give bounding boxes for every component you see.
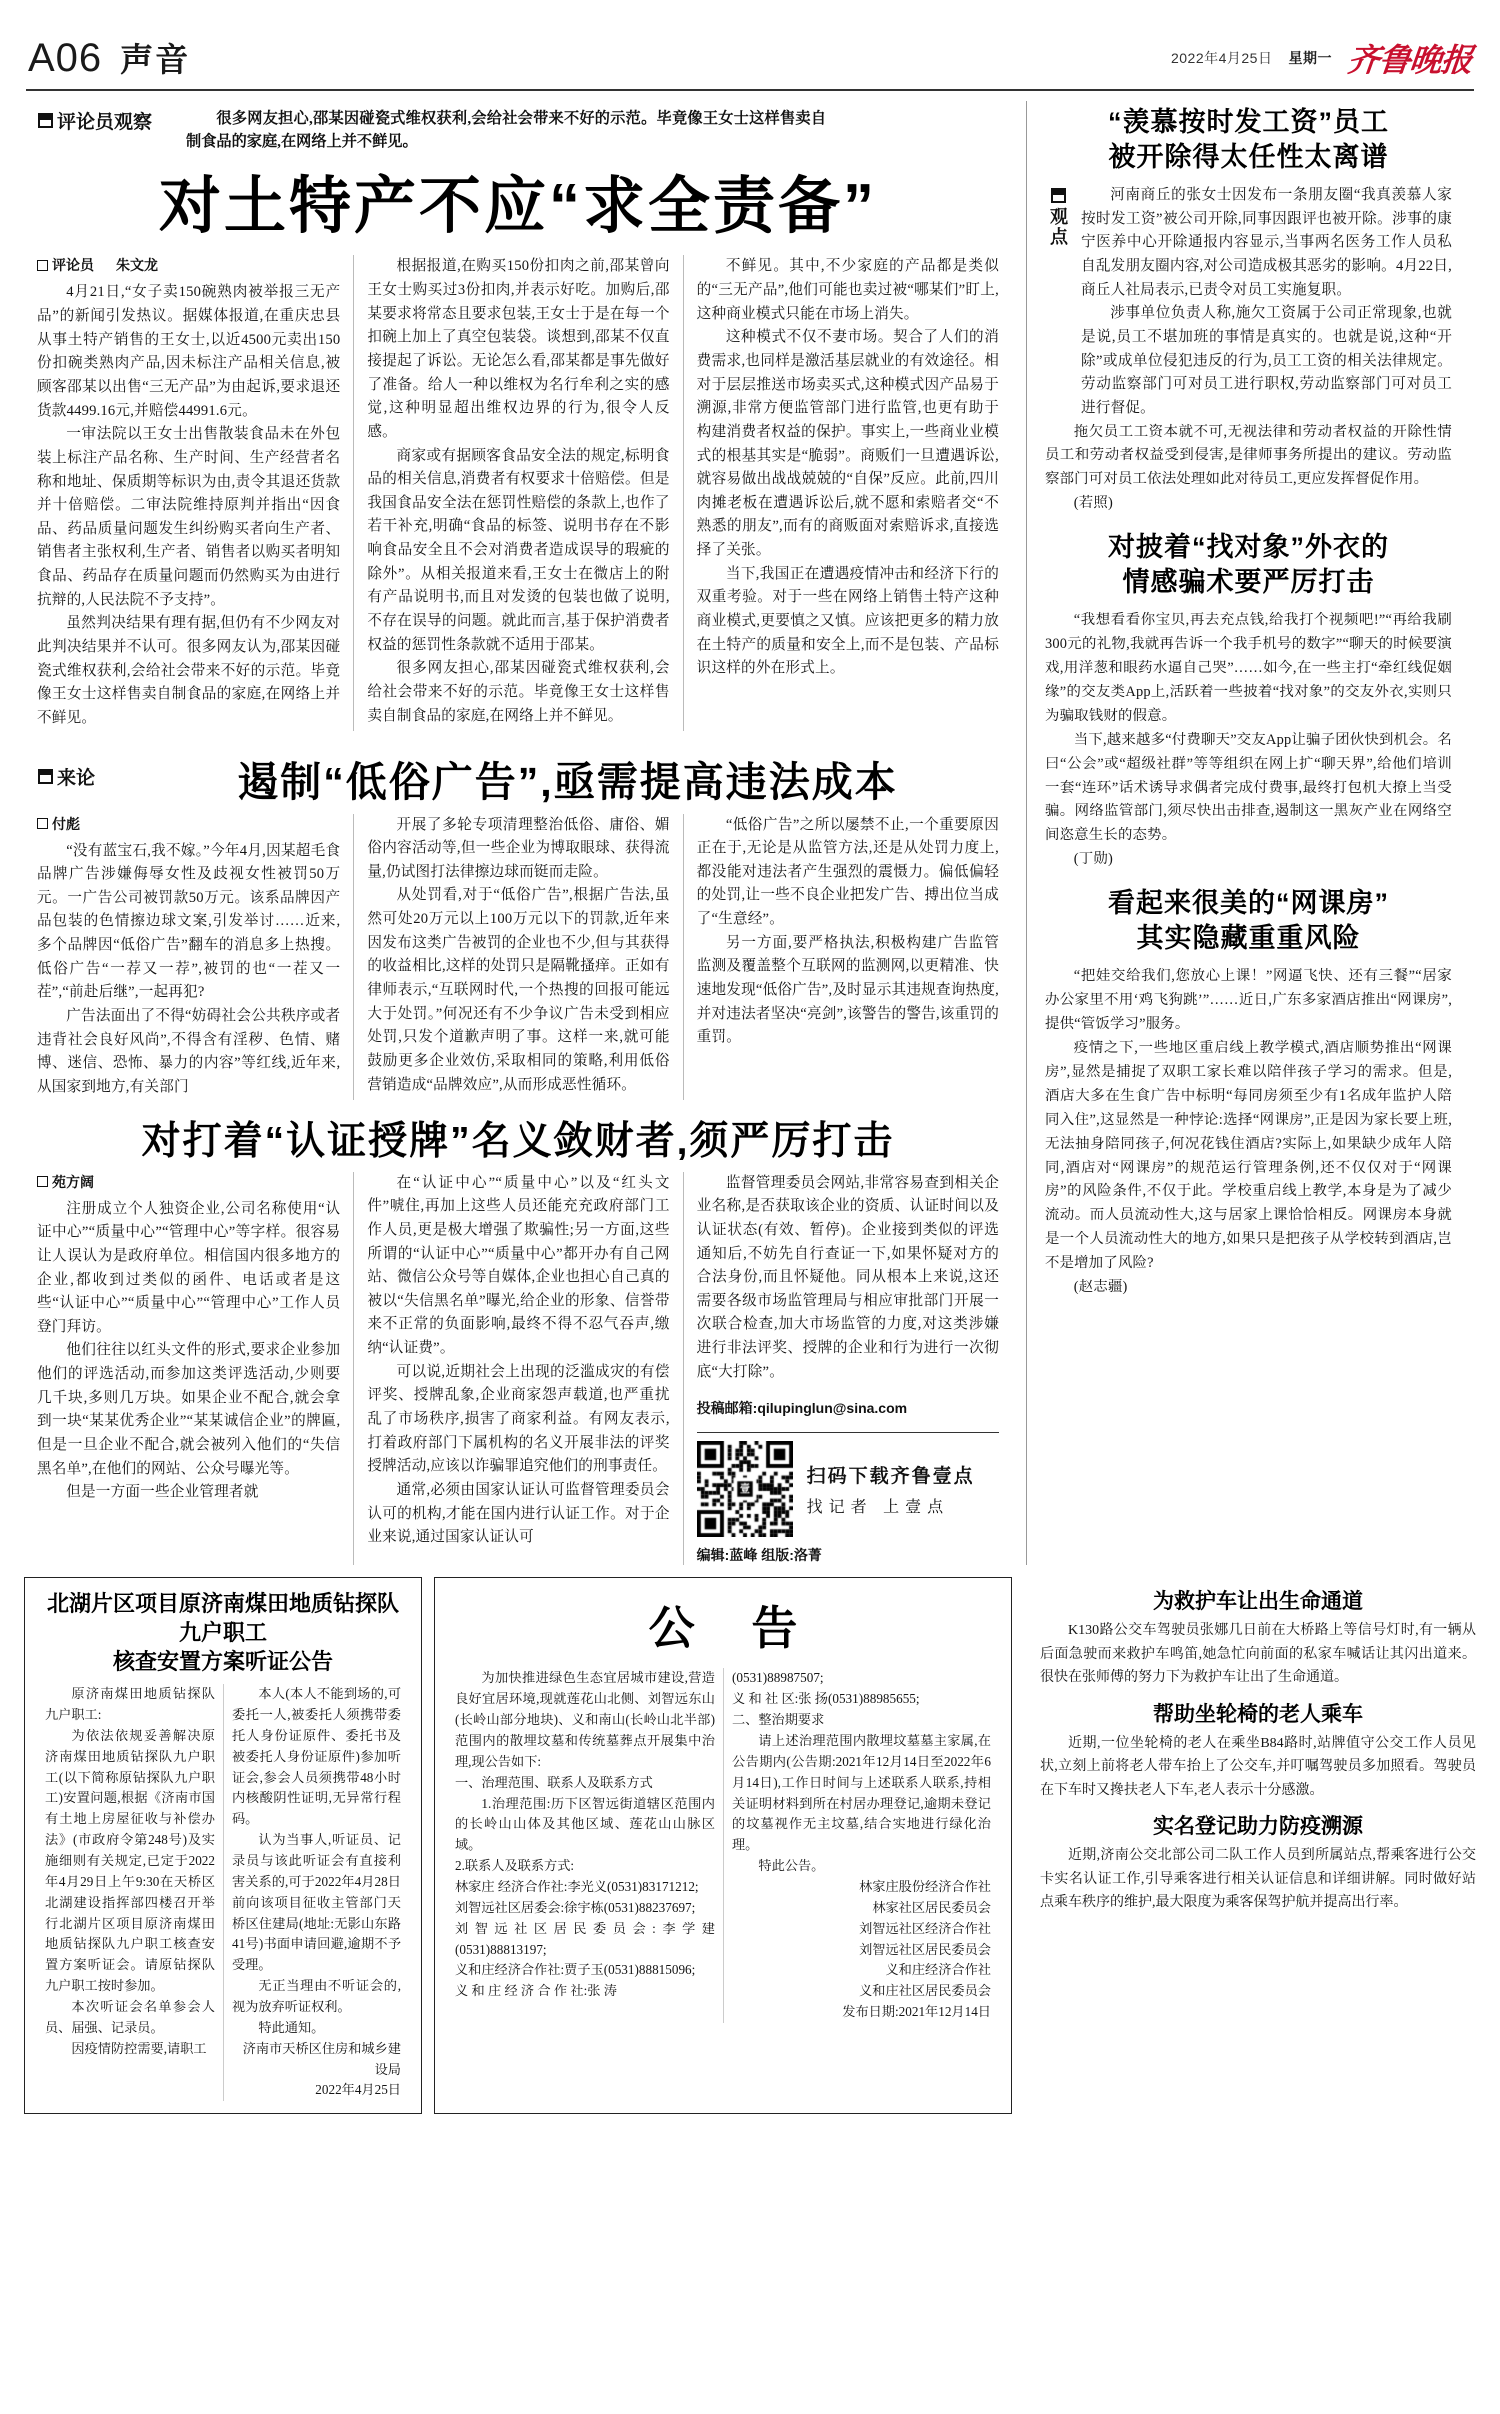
paragraph: 疫情之下,一些地区重启线上教学模式,酒店顺势推出“网课房”,显然是捕捉了双职工家长难以陪伴孩子学习的需求。但是,酒店大多在生食广告中标明“每同房须至少有1名成年监护人陪同入住”,这显然是一种悖论:选择“网课房”,正是因为家长要上班,无法抽身陪同孩子,何况花钱住酒店?实际上,如果缺少成年人陪同,酒店对“网课房”的规范运行管理条例,还不仅仅对于“网课房”的风险条件,不仅于此。学校重启线上教学,本身是为了减少流动。而人员流动性大,这与居家上课恰恰相反。网课房本身就是一个人员流动性大的地方,如果只是把孩子从学校转到酒店,岂不是增加了风险? — [1045, 1040, 1452, 1272]
paragraph: 当下,我国正在遭遇疫情冲击和经济下行的双重考验。对于一些在网络上销售土特产这种商业模式,更要慎之又慎。应该把更多的精力放在土特产的质量和安全上,而不是包装、产品标识这样的外在形式上。 — [696, 565, 1000, 677]
article2-col-2 — [353, 814, 682, 1100]
paragraph: 刘智远社区居委会:徐宇栋(0531)88237697; — [455, 1899, 696, 1915]
ad-b-signer: 林家社区居民委员会 — [872, 1899, 991, 1915]
paragraph: 很多网友担心,邵某因碰瓷式维权获利,会给社会带来不好的示范。毕竟像王女士这样售卖自制食品的家庭,在网络上并不鲜见。 — [367, 660, 670, 724]
paragraph: 他们往往以红头文件的形式,要求企业参加他们的评选活动,而参加这类评选活动,少则要几千块,多则几万块。如果企业不配合,就会拿到一块“某某优秀企业”“某某诚信企业”的牌匾,但是一旦企业不配合,就会被列入他们的“失信黑名单”,在他们的网站、公众号曝光等。 — [37, 1342, 341, 1477]
section-name: 声音 — [120, 41, 191, 78]
paragraph: 一、治理范围、联系人及联系方式 — [455, 1774, 653, 1790]
publication-date: 2022年4月25日 — [1170, 50, 1273, 66]
square-outline-icon — [37, 818, 48, 829]
paragraph: 因疫情防控需要,请职工 — [71, 2040, 207, 2056]
article3-columns — [24, 1172, 1012, 1566]
paragraph: 河南商丘的张女士因发布一条朋友圈“我真羡慕人家按时发工资”被公司开除,同事因跟评也被开除。涉事的康宁医养中心开除通报内容显示,当事两名医务工作人员私自乱发朋友圈内容,对公司造成极其恶劣的影响。4月22日,商丘人社局表示,已责令对员工实施复职。 — [1081, 187, 1452, 298]
paragraph: 但是一方面一些企业管理者就 — [66, 1484, 259, 1501]
article1-col-1 — [24, 255, 353, 730]
paragraph: “我想看看你宝贝,再去充点钱,给我打个视频吧!”“再给我刷300元的礼物,我就再告诉一个我手机号的数字”“聊天的时候要演戏,用洋葱和眼药水逼自己哭”……如今,在一些主打“牵红线促姻缘”的交友类App上,活跃着一些披着“找对象”的交友外衣,实则只为骗取钱财的假意。 — [1045, 612, 1452, 724]
paragraph: 为依法依规妥善解决原济南煤田地质钻探队九户职工(以下简称原钻探队九户职工)安置问题,根据《济南市国有土地上房屋征收与补偿办法》(市政府令第248号)及实施细则有关规定,已定于2022年4月29日上午9:30在天桥区北湖建设指挥部四楼召开举行北湖片区项目原济南煤田地质钻探队九户职工核查安置方案听证会。请原钻探队九户职工按时参加。 — [45, 1727, 215, 1994]
paragraph: 2.联系人及联系方式: — [455, 1858, 575, 1874]
section-tag-label: 来论 — [57, 767, 96, 789]
submission-block — [697, 1398, 999, 1565]
paragraph: “低俗广告”之所以屡禁不止,一个重要原因正在于,无论是从监管方法,还是从处罚力度上,都没能对违法者产生强烈的震慑力。偏低偏轻的处罚,让一些不良企业把发广告、搏出位当成了“生意经”。 — [696, 816, 1000, 928]
paragraph: 一审法院以王女士出售散装食品未在外包装上标注产品名称、生产时间、生产经营者名称和地址、保质期等标识为由,责令其退还货款并十倍赔偿。二审法院维持原判并指出“因食品、药品质量问题发生纠纷购买者向生产者、销售者主张权利,生产者、销售者以购买者明知食品、药品存在质量问题而仍然购买为由进行抗辩的,人民法院不予支持”。 — [37, 426, 341, 608]
qr-panel — [697, 1432, 999, 1537]
article1-col-3 — [683, 255, 1012, 730]
paragraph: 在“认证中心”“质量中心”以及“红头文件”唬住,再加上这些人员还能充充政府部门工作人员,更是极大增强了欺骗性;另一方面,这些所谓的“认证中心”“质量中心”都开办有自己网站、微信公众号等自媒体,企业也担心自己真的被以“失信黑名单”曝光,给企业的形象、信誉带来不正常的负面影响,最终不得不忍气吞声,缴纳“认证费”。 — [367, 1174, 670, 1357]
rail-article3-signature: (赵志疆) — [1073, 1279, 1128, 1296]
paragraph: 可以说,近期社会上出现的泛滥成灾的有偿评奖、授牌乱象,企业商家怨声载道,也严重扰乱了市场秩序,损害了商家利益。有网友表示,打着政府部门下属机构的名义开展非法的评奖授牌活动,应该以诈骗罪追究他们的刑事责任。 — [367, 1363, 670, 1475]
paragraph: 原济南煤田地质钻探队九户职工: — [45, 1686, 215, 1722]
square-bullet-icon — [1051, 188, 1066, 203]
ad-b-signer: 林家庄股份经济合作社 — [859, 1878, 991, 1894]
story3-text: 近期,济南公交北部公司二队工作人员到所属站点,帮乘客进行公交卡实名认证工作,引导乘客进行相关认证信息和详细讲解。同时做好站点乘车秩序的维护,最大限度为乘客保驾护航并提高出行率。 — [1040, 1848, 1476, 1911]
paragraph: 注册成立个人独资企业,公司名称使用“认证中心”“质量中心”“管理中心”等字样。很容易让人误认为是政府单位。相信国内很多地方的企业,都收到过类似的函件、电话或者是这些“认证中心”“质量中心”“管理中心”工作人员登门拜访。 — [37, 1200, 341, 1335]
paragraph: 林家庄 经济合作社:李光义(0531)83171212; — [455, 1878, 699, 1894]
top-content-area — [24, 101, 1476, 1565]
ad-public-notice — [434, 1577, 1012, 2114]
paragraph: 广告法面出了不得“妨碍社会公共秩序或者违背社会良好风尚”,不得含有淫秽、色情、赌博、迷信、恐怖、暴力的内容”等红线,近年来,从国家到地方,有关部门 — [37, 1008, 341, 1095]
page-number: A06 — [28, 36, 103, 80]
paragraph: 特此公告。 — [758, 1858, 825, 1874]
paragraph: 认为当事人,听证员、记录员与该此听证会有直接利害关系的,可于2022年4月28日前向该项目征收主管部门天桥区住建局(地址:无影山东路41号)书面申请回避,逾期不予受理。 — [232, 1832, 401, 1973]
bus-stories-column — [1024, 1577, 1476, 2114]
rail-article3-title-line1: 看起来很美的“网课房” — [1108, 888, 1389, 919]
square-bullet-icon — [38, 113, 53, 128]
ad-a-title-line1: 北湖片区项目原济南煤田地质钻探队九户职工 — [46, 1591, 399, 1645]
paragraph: 义 和 庄 经 济 合 作 社:张 涛 — [455, 1983, 617, 1999]
ad-b-col-1 — [447, 1668, 723, 2023]
rail-article2-title-line1: 对披着“找对象”外衣的 — [1108, 532, 1389, 563]
story1-text: K130路公交车驾驶员张娜几日前在大桥路上等信号灯时,有一辆从后面急驶而来救护车鸣笛,她急忙向前面的私家车喊话让其闪出道来。很快在张师傅的努力下为救护车让出了生命通道。 — [1040, 1623, 1476, 1686]
rail-article1-title-line2: 被开除得太任性太离谱 — [1108, 141, 1389, 172]
paragraph: 另一方面,要严格执法,积极构建广告监管监测及覆盖整个互联网的监测网,以更精准、快速地发现“低俗广告”,及时显示其违规查询热度,并对违法者坚决“亮剑”,该警告的警告,该重罚的重罚。 — [696, 934, 1000, 1046]
lead-paragraph: 很多网友担心,邵某因碰瓷式维权获利,会给社会带来不好的示范。毕竟像王女士这样售卖自制食品的家庭,在网络上并不鲜见。 — [186, 110, 827, 151]
ad-a-col-2 — [223, 1684, 409, 2101]
ad-b-signer: 义和庄经济合作社 — [885, 1962, 991, 1978]
rail-article3-title — [1045, 886, 1452, 955]
qr-subtitle: 找记者 上壹点 — [806, 1499, 950, 1517]
ad-b-signer: 刘智远社区居民委员会 — [859, 1941, 991, 1957]
article2-col-3 — [683, 814, 1012, 1100]
article2-title: 遏制“低俗广告”,亟需提高违法成本 — [237, 758, 898, 805]
square-outline-icon — [37, 260, 48, 271]
article3-title: 对打着“认证授牌”名义敛财者,须严厉打击 — [141, 1119, 895, 1163]
article3-col-2 — [353, 1172, 682, 1566]
section-tag-lailun — [38, 763, 95, 790]
rail-article2-title-line2: 情感骗术要严厉打击 — [1122, 566, 1375, 597]
ad-a-title — [37, 1590, 409, 1676]
ad-b-section-head: 二、整治期要求 — [732, 1712, 825, 1728]
byline-author: 朱文龙 — [116, 257, 158, 274]
rail-article2-title — [1045, 530, 1452, 599]
article1-col-2 — [353, 255, 682, 730]
rail-article1-head — [1045, 184, 1452, 420]
square-bullet-icon — [38, 769, 53, 784]
masthead-left — [28, 34, 190, 81]
ad-b-signer: 义和庄社区居民委员会 — [859, 1983, 991, 1999]
paragraph: 1.治理范围:历下区智远街道辖区范围内的长岭山山体及其他区域、莲花山山脉区域。 — [455, 1795, 715, 1853]
paragraph: “把娃交给我们,您放心上课！”网逼飞快、还有三餐”“居家办公家里不用‘鸡飞狗跳’”……近日,广东多家酒店推出“网课房”,提供“管饭学习”服务。 — [1045, 968, 1452, 1033]
article3-col-1 — [24, 1172, 353, 1566]
ad-b-signer: 刘智远社区经济合作社 — [859, 1920, 991, 1936]
paragraph: “没有蓝宝石,我不嫁。”今年4月,因某超毛食品牌广告涉嫌侮辱女性及歧视女性被罚50万元。一广告公司被罚款50万元。该系品牌因产品包装的色情擦边球文案,引发举讨……近来,多个品牌因“低俗广告”翻车的消息多上热搜。低俗广告“一荐又一荐”,被罚的也“一茬又一茬”,“前赴后继”,一起再犯? — [37, 842, 341, 1001]
opinion-rail — [1026, 101, 1452, 1565]
newspaper-logo: 齐鲁晚报 — [1345, 42, 1474, 78]
rail-article2 — [1045, 530, 1452, 872]
paragraph: 刘智远社区居民委员会:李学建(0531)88813197; — [455, 1920, 715, 1957]
ad-b-col-2 — [723, 1668, 999, 2023]
rail-article1-title — [1045, 105, 1452, 174]
ad-a-date: 2022年4月25日 — [315, 2082, 401, 2098]
paragraph: 4月21日,“女子卖150碗熟肉被举报三无产品”的新闻引发热议。据媒体报道,在重庆忠县从事土特产销售的王女士,以近4500元卖出150份扣碗类熟肉产品,因未标注产品相关信息,被顾客邵某以出售“三无产品”为由起诉,要求退还货款4499.16元,并赔偿44991.6元。 — [37, 284, 341, 419]
qr-title: 扫码下载齐鲁壹点 — [806, 1466, 975, 1488]
submission-email[interactable]: 投稿邮箱:qilupinglun@sina.com — [696, 1400, 908, 1417]
section-tag-label: 评论员观察 — [57, 112, 153, 133]
paragraph: 通常,必须由国家认证认可监督管理委员会认可的机构,才能在国内进行认证工作。对于企业来说,通过国家认证认可 — [367, 1481, 670, 1546]
rail-article1-title-line1: “羡慕按时发工资”员工 — [1108, 107, 1389, 137]
story2-title: 帮助坐轮椅的老人乘车 — [1153, 1702, 1363, 1726]
masthead-right — [1171, 35, 1472, 81]
lead-row — [24, 101, 1012, 155]
paragraph: 义和庄经济合作社:贾子玉(0531)88815096; — [455, 1962, 696, 1978]
story1-title: 为救护车让出生命通道 — [1153, 1590, 1363, 1614]
paragraph: 开展了多轮专项清理整治低俗、庸俗、媚俗内容活动等,但一些企业为博取眼球、获得流量,仍试图打法律擦边球而铤而走险。 — [367, 816, 670, 880]
article3-col-3 — [683, 1172, 1012, 1566]
article1-columns — [24, 255, 1012, 730]
byline-author: 付彪 — [52, 815, 80, 832]
page-masthead — [24, 18, 1476, 87]
article2-col-1 — [24, 814, 353, 1100]
paragraph: 无正当理由不听证会的,视为放弃听证权利。 — [232, 1978, 401, 2015]
vertical-tag-guandian — [1045, 184, 1071, 247]
paragraph: 不鲜见。其中,不少家庭的产品都是类似的“三无产品”,他们可能也卖过被“哪某们”盯上,这种商业模式只能在市场上消失。 — [696, 258, 1000, 322]
paragraph: 本次听证会名单参会人员、届强、记录员。 — [45, 1999, 215, 2035]
ad-a-signer: 济南市天桥区住房和城乡建设局 — [242, 2040, 401, 2077]
ad-a-col-1 — [37, 1684, 223, 2101]
square-outline-icon — [37, 1176, 48, 1187]
rail-article3 — [1045, 886, 1452, 1300]
paragraph: 请上述治理范围内散埋坟墓墓主家属,在公告期内(公告期:2021年12月14日至2022年6月14日),工作日时间与上述联系人联系,持相关证明材料到所在村居办理登记,逾期未登记的坟墓视作无主坟墓,结合实地进行绿化治理。 — [732, 1732, 991, 1853]
masthead-rule — [26, 89, 1474, 91]
weekday: 星期一 — [1288, 50, 1332, 66]
rail-article1-signature: (若照) — [1073, 495, 1113, 512]
paragraph: 这种模式不仅不妻市场。契合了人们的消费需求,也同样是激活基层就业的有效途径。相对于层层推送市场卖买式,这种模式因产品易于溯源,非常方便监管部门进行监管,也更有助于构建消费者权益的保护。事实上,一些商业业模式的根基其实是“脆弱”。商贩们一旦遭遇诉讼,就容易做出战战兢兢的“自保”反应。此前,四川肉摊老板在遭遇诉讼后,就不愿和索赔者交“不熟悉的朋友”,而有的商贩面对索赔诉求,直接选择了关张。 — [696, 329, 1000, 559]
paragraph: 当下,越来越多“付费聊天”交友App让骗子团伙快到机会。名曰“公会”或“超级社群”等等组织在网上扩“聊天界”,给他们培训一套“连环”话术诱导求偶者完成付费事,最终打包机大撩上当受骗。网络监管部门,须尽快出击排查,遏制这一黑灰产业在网络空间恣意生长的态势。 — [1045, 731, 1452, 844]
ad-b-pubdate: 发布日期:2021年12月14日 — [842, 2004, 991, 2020]
ad-b-columns — [447, 1668, 999, 2023]
ad-b-address: 义 和 社 区:张 扬(0531)88985655; — [732, 1691, 920, 1707]
byline-author: 苑方阔 — [52, 1173, 94, 1190]
paragraph: 为加快推进绿色生态宜居城市建设,营造良好宜居环境,现就莲花山北侧、刘智远东山(长岭山部分地块)、义和南山(长岭山北半部)范围内的散埋坟墓和传统墓葬点开展集中治理,现公告如下: — [455, 1670, 715, 1769]
rail-article2-signature: (丁勋) — [1073, 851, 1113, 868]
ad-a-title-line2: 核查安置方案听证公告 — [112, 1648, 333, 1674]
paragraph: 特此通知。 — [258, 2019, 325, 2035]
article1-byline — [37, 255, 340, 275]
byline-role: 评论员 — [52, 257, 94, 274]
ad-a-columns — [37, 1684, 409, 2101]
article2-head — [24, 739, 1012, 814]
paragraph: 本人(本人不能到场的,可委托一人,被委托人须携带委托人身份证原件、委托书及被委托人身份证原件)参加听证会,参会人员须携带48小时内核酸阴性证明,无异常行程码。 — [232, 1686, 401, 1827]
main-article-column — [24, 101, 1026, 1565]
ad-b-title: 公 告 — [648, 1602, 820, 1655]
ad-hearing-notice — [24, 1577, 422, 2114]
vertical-tag-label: 观点 — [1048, 207, 1068, 248]
paragraph: 商家或有据顾客食品安全法的规定,标明食品的相关信息,消费者有权要求十倍赔偿。但是我国食品安全法在惩罚性赔偿的条款上,也作了若干补充,明确“食品的标签、说明书存在不影响食品安全且不会对消费者造成误导的瑕疵的除外”。从相关报道来看,王女士在微店上的附有产品说明书,而且对发烫的包装也做了说明,不存在误导的问题。就此而言,基于保护消费者权益的惩罚性条款就不适用于邵某。 — [367, 447, 670, 653]
section-tag-commentator — [38, 107, 152, 134]
article3-block — [24, 1110, 1012, 1566]
ad-b-phone: (0531)88987507; — [732, 1670, 824, 1686]
article3-byline — [37, 1172, 340, 1192]
rail-article1-body — [1081, 184, 1452, 420]
article2-byline — [37, 814, 340, 834]
story3-title: 实名登记助力防疫溯源 — [1153, 1815, 1363, 1839]
article2-columns — [24, 814, 1012, 1100]
article1-title: 对土特产不应“求全责备” — [158, 172, 877, 242]
article2-block — [24, 739, 1012, 1100]
story2-text: 近期,一位坐轮椅的老人在乘坐B84路时,站牌值守公交工作人员见状,立刻上前将老人带车抬上了公交车,并叮嘱驾驶员多加照看。驾驶员在下车时又搀扶老人下车,老人表示十分感激。 — [1040, 1735, 1476, 1798]
paragraph: 涉事单位负责人称,施欠工资属于公司正常现象,也就是说,员工不堪加班的事情是真实的。也就是说,这种“开除”或成单位侵犯违反的行为,员工工资的相关法律规定。劳动监察部门可对员工进行职权,劳动监察部门可对员工进行督促。 — [1081, 305, 1452, 416]
rail-article3-title-line2: 其实隐藏重重风险 — [1136, 922, 1361, 953]
rail-article1-tail — [1045, 421, 1452, 517]
qr-caption — [807, 1461, 975, 1517]
paragraph: 拖欠员工工资本就不可,无视法律和劳动者权益的开除性情员工和劳动者权益受到侵害,是律师事务所提出的建议。劳动监察部门可对员工依法处理如此对待员工,更应发挥督促作用。 — [1045, 423, 1452, 488]
qr-code-icon[interactable] — [697, 1441, 793, 1537]
paragraph: 虽然判决结果有理有据,但仍有不少网友对此判决结果并不认可。很多网友认为,邵某因碰瓷式维权获利,会给社会带来不好的示范。毕竟像王女士这样售卖自制食品的家庭,在网络上并不鲜见。 — [37, 615, 341, 726]
paragraph: 监督管理委员会网站,非常容易查到相关企业名称,是否获取该企业的资质、认证时间以及认证状态(有效、暂停)。企业接到类似的评选通知后,不妨先自行查证一下,如果怀疑对方的合法身份,而且怀疑他。同从根本上来说,这还需要各级市场监管理局与相应审批部门开展一次联合检查,加大市场监管的力度,对这类涉嫌进行非法评奖、授牌的企业和行为进行一次彻底“大打除”。 — [696, 1174, 1000, 1380]
page-credits: 编辑:蓝峰 组版:洛菁 — [696, 1547, 822, 1564]
paragraph: 从处罚看,对于“低俗广告”,根据广告法,虽然可处20万元以上100万元以下的罚款,近年来因发布这类广告被罚的企业也不少,但与其获得的收益相比,这样的处罚只是隔靴搔痒。正如有律师表示,“互联网时代,一个热搜的回报可能远大于处罚。”何况还有不少争议广告未受到相应处罚,只发个道歉声明了事。这样一来,就可能鼓励更多企业效仿,采取相同的策略,利用低俗营销造成“品牌效应”,从而形成恶性循环。 — [367, 887, 670, 1093]
paragraph: 根据报道,在购买150份扣肉之前,邵某曾向王女士购买过3份扣肉,并表示好吃。加购后,邵某要求将常态且要求包装,王女士于是在每一个扣碗上加上了真空包装袋。谈想到,邵某不仅直接提起了诉讼。无论怎么看,邵某都是事先做好了准备。给人一种以维权为名行牟利之实的感觉,这种明显超出维权边界的行为,很令人反感。 — [367, 258, 670, 440]
bottom-ads-area — [24, 1577, 1476, 2114]
